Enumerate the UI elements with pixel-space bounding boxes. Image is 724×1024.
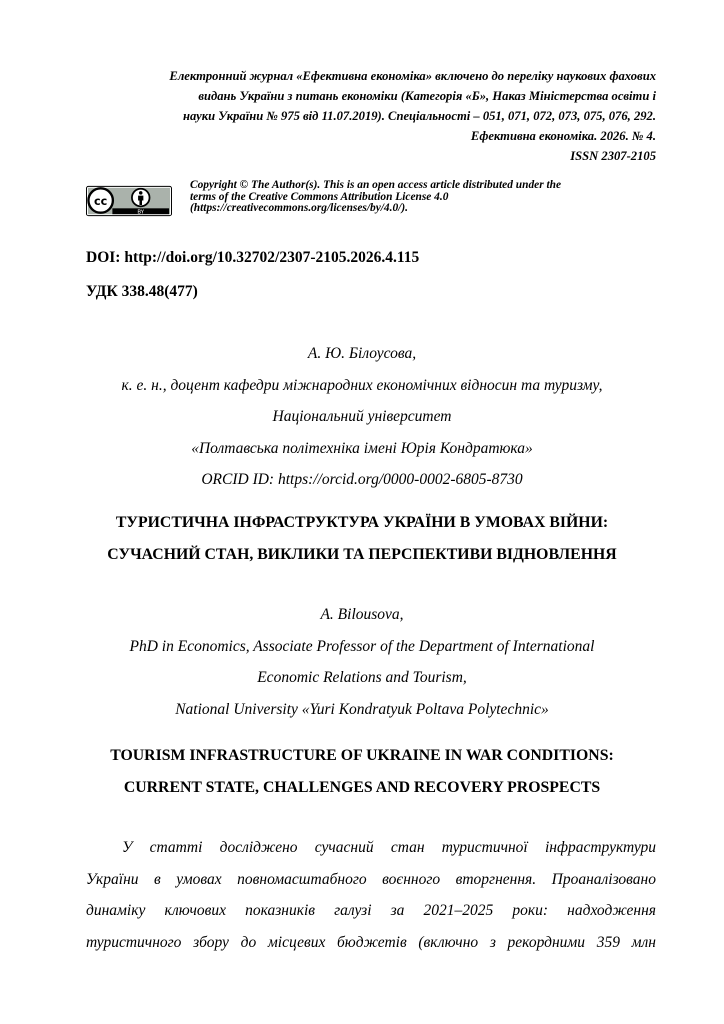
author-line: PhD in Economics, Associate Professor of the Department of International	[129, 637, 595, 655]
badge-cc-text: cc	[94, 194, 108, 208]
license-text	[190, 180, 660, 215]
license-line: (https://creativecommons.org/licenses/by/4.0/).	[190, 202, 408, 214]
header-line: Електронний журнал «Ефективна економіка» включено до переліку наукових фахових	[169, 69, 656, 83]
doi-line: DOI: http://doi.org/10.32702/2307-2105.2026.4.115	[86, 249, 420, 266]
author-info-en	[60, 599, 664, 725]
header-line: ISSN 2307-2105	[570, 149, 656, 163]
article-title-ua	[40, 507, 684, 571]
abstract-line: У статті досліджено сучасний стан туристичної інфраструктури	[122, 839, 656, 856]
author-line: Economic Relations and Tourism,	[257, 669, 467, 686]
abstract-paragraph	[86, 832, 656, 958]
abstract-line: динаміку ключових показників галузі за 2021–2025 роки: надходження	[86, 902, 656, 919]
author-line: «Полтавська політехніка імені Юрія Кондратюка»	[191, 439, 533, 457]
license-line: terms of the Creative Commons Attribution License 4.0	[190, 190, 449, 203]
author-line: к. е. н., доцент кафедри міжнародних економічних відносин та туризму,	[121, 376, 603, 394]
abstract-line: туристичного збору до місцевих бюджетів (включно з рекордними 359 млн	[86, 933, 656, 951]
title-line: TOURISM INFRASTRUCTURE OF UKRAINE IN WAR CONDITIONS:	[110, 747, 614, 764]
license-line: Copyright © The Author(s). This is an open access article distributed under the	[190, 179, 562, 191]
header-line: видань України з питань економіки (Категорія «Б», Наказ Міністерства освіти і	[198, 89, 656, 103]
header-line: науки України № 975 від 11.07.2019). Спеціальності – 051, 071, 072, 073, 075, 076, 292.	[183, 109, 656, 123]
author-line: A. Bilousova,	[320, 606, 404, 623]
udk-line: УДК 338.48(477)	[86, 283, 198, 300]
author-line: National University «Yuri Kondratyuk Poltava Polytechnic»	[175, 700, 549, 718]
author-line: А. Ю. Білоусова,	[307, 345, 417, 362]
badge-by-text: BY	[137, 209, 145, 216]
cc-by-license-icon	[86, 184, 172, 218]
title-line: ТУРИСТИЧНА ІНФРАСТРУКТУРА УКРАЇНИ В УМОВАХ ВІЙНИ:	[115, 514, 609, 531]
author-line: Національний університет	[272, 408, 452, 425]
journal-header	[60, 66, 656, 166]
title-line: CURRENT STATE, CHALLENGES AND RECOVERY PROSPECTS	[123, 779, 601, 796]
article-title-en	[40, 740, 684, 804]
title-line: СУЧАСНИЙ СТАН, ВИКЛИКИ ТА ПЕРСПЕКТИВИ ВІДНОВЛЕННЯ	[107, 546, 617, 563]
header-line: Ефективна економіка. 2026. № 4.	[470, 129, 656, 143]
license-block	[86, 180, 666, 224]
author-info-ua	[60, 338, 664, 496]
abstract-line: України в умовах повномасштабного воєнного вторгнення. Проаналізовано	[86, 870, 656, 888]
author-line: ORCID ID: https://orcid.org/0000-0002-6805-8730	[201, 471, 523, 488]
